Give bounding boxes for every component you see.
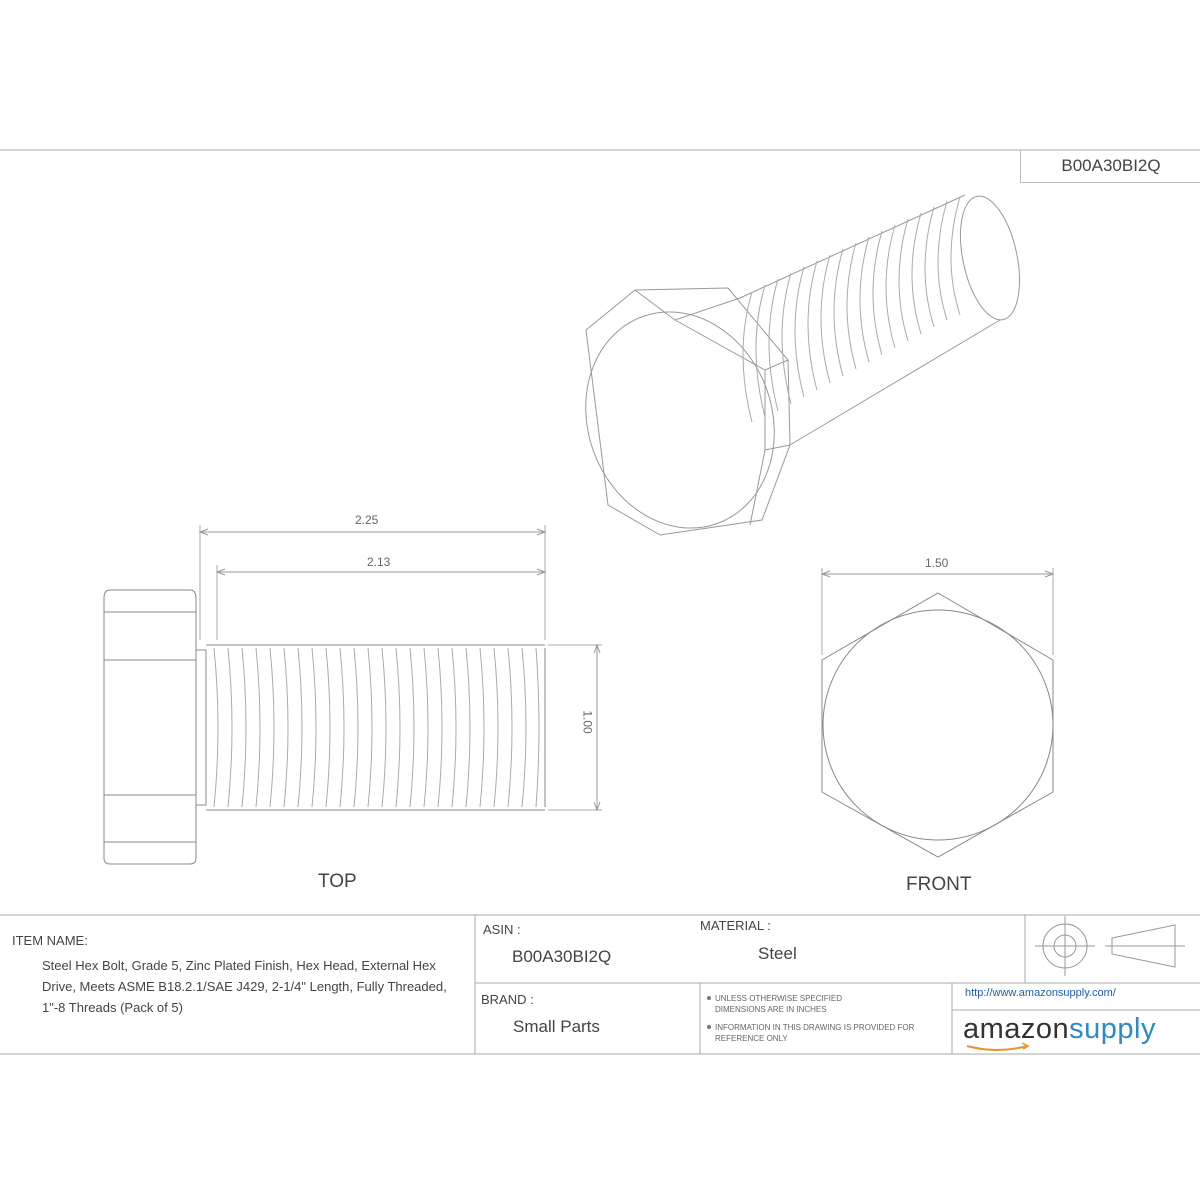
dimension-thread-length: 2.13 xyxy=(367,555,391,569)
asin-header-box: B00A30BI2Q xyxy=(1020,150,1200,183)
dimension-across-corners: 1.50 xyxy=(925,556,949,570)
logo-word-supply: supply xyxy=(1069,1013,1156,1045)
material-label: MATERIAL : xyxy=(700,918,771,933)
item-name-description xyxy=(42,955,467,1018)
dimension-overall-length: 2.25 xyxy=(355,513,379,527)
amazonsupply-logo xyxy=(963,1013,1156,1046)
note-reference xyxy=(715,1022,914,1044)
note-line: INFORMATION IN THIS DRAWING IS PROVIDED FOR xyxy=(715,1023,915,1032)
projection-symbol-icon xyxy=(1035,916,1185,976)
item-name-line: 1"-8 Threads (Pack of 5) xyxy=(42,1000,183,1015)
front-view-label: FRONT xyxy=(906,874,972,895)
note-line: UNLESS OTHERWISE SPECIFIED xyxy=(715,994,842,1003)
note-units xyxy=(715,993,842,1015)
item-name-label: ITEM NAME: xyxy=(12,933,88,948)
brand-value: Small Parts xyxy=(513,1017,600,1036)
bullet-icon xyxy=(707,1025,711,1029)
material-value: Steel xyxy=(758,944,797,963)
asin-label: ASIN : xyxy=(483,922,521,937)
top-view-label: TOP xyxy=(318,871,357,892)
asin-value: B00A30BI2Q xyxy=(512,947,612,966)
brand-label: BRAND : xyxy=(481,992,534,1007)
front-view xyxy=(822,568,1053,857)
logo-word-amazon: amazon xyxy=(963,1013,1070,1045)
supplier-url-link[interactable]: http://www.amazonsupply.com/ xyxy=(965,987,1116,999)
amazon-smile-icon xyxy=(967,1046,1027,1050)
note-line: REFERENCE ONLY xyxy=(715,1034,788,1043)
item-name-line: Steel Hex Bolt, Grade 5, Zinc Plated Finish, Hex Head, External Hex xyxy=(42,958,436,973)
bullet-icon xyxy=(707,996,711,1000)
top-view xyxy=(104,525,602,864)
note-line: DIMENSIONS ARE IN INCHES xyxy=(715,1005,827,1014)
dimension-diameter: 1.00 xyxy=(580,710,595,734)
item-name-line: Drive, Meets ASME B18.2.1/SAE J429, 2-1/4" Length, Fully Threaded, xyxy=(42,979,447,994)
isometric-view xyxy=(556,191,1030,555)
